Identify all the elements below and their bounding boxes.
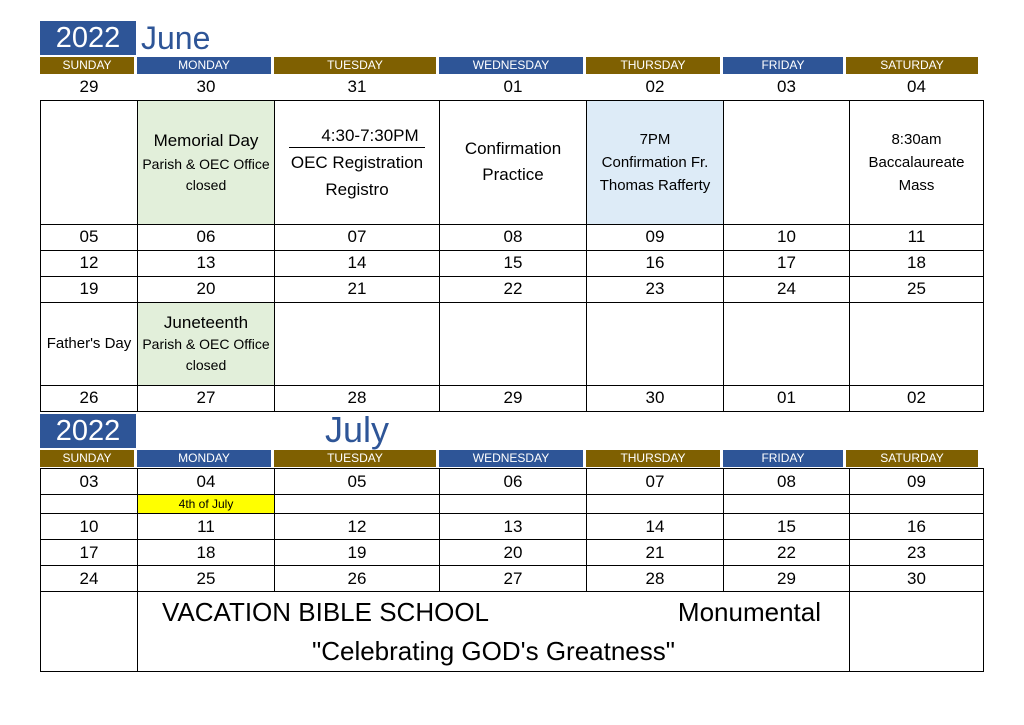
date-cell: 12: [41, 250, 138, 276]
date-cell: 26: [275, 566, 440, 592]
date-cell: 01: [440, 75, 587, 100]
date-cell: 27: [440, 566, 587, 592]
date-cell: 01: [724, 385, 850, 411]
date-cell: 03: [724, 75, 850, 100]
july-day-headers: [40, 450, 978, 467]
june-week4-dates: [41, 276, 984, 302]
july-month-title: July: [325, 409, 390, 450]
event-cell-empty: [275, 302, 440, 385]
date-cell: 04: [138, 469, 275, 495]
date-cell: 14: [587, 514, 724, 540]
date-cell: 30: [138, 75, 275, 100]
event-cell-empty: [724, 495, 850, 514]
june-header-saturday: SATURDAY: [846, 57, 978, 74]
date-cell: 09: [850, 469, 984, 495]
event-title: Thomas Rafferty: [599, 176, 711, 194]
june-header-monday: MONDAY: [137, 57, 271, 74]
date-cell: 30: [850, 566, 984, 592]
event-cell-empty: [724, 100, 850, 224]
vbs-theme: Monumental: [677, 596, 821, 627]
date-cell: 17: [724, 250, 850, 276]
date-cell: 29: [440, 385, 587, 411]
date-cell: 10: [41, 514, 138, 540]
date-cell: 19: [275, 540, 440, 566]
date-cell: 08: [724, 469, 850, 495]
june-month-title: June: [141, 20, 211, 56]
event-cell-empty: [587, 302, 724, 385]
event-title: OEC Registration: [290, 152, 424, 172]
date-cell: 05: [275, 469, 440, 495]
date-cell: 23: [587, 276, 724, 302]
june-header-sunday: SUNDAY: [40, 57, 134, 74]
date-cell: 22: [724, 540, 850, 566]
date-cell: 21: [587, 540, 724, 566]
event-title: Memorial Day: [153, 130, 259, 150]
confirmation-practice-event: [440, 100, 587, 224]
date-cell: 19: [41, 276, 138, 302]
july-header-saturday: SATURDAY: [846, 450, 978, 467]
event-cell-empty: [275, 495, 440, 514]
date-cell: 14: [275, 250, 440, 276]
date-cell: 07: [587, 469, 724, 495]
date-cell: 07: [275, 224, 440, 250]
june-day-headers: [40, 57, 978, 74]
event-cell-empty: [440, 495, 587, 514]
date-cell: 25: [850, 276, 984, 302]
july-week1-events: [41, 495, 984, 514]
event-cell-empty: [440, 302, 587, 385]
july-week1-dates: [41, 469, 984, 495]
june-header-tuesday: TUESDAY: [274, 57, 436, 74]
event-title-es: Registro: [325, 179, 389, 199]
june-week5-dates: [41, 385, 984, 411]
event-cell-empty: [850, 302, 984, 385]
date-cell: 08: [440, 224, 587, 250]
date-cell: 06: [440, 469, 587, 495]
date-cell: 18: [850, 250, 984, 276]
date-cell: 03: [41, 469, 138, 495]
date-cell: 02: [850, 385, 984, 411]
june-calendar-grid: [40, 75, 984, 412]
june-week2-dates: [41, 224, 984, 250]
event-title: Confirmation: [464, 139, 562, 158]
july-header-monday: MONDAY: [137, 450, 271, 467]
date-cell: 15: [724, 514, 850, 540]
event-cell-empty: [850, 592, 984, 672]
date-cell: 24: [41, 566, 138, 592]
event-title: Mass: [898, 176, 935, 194]
june-header-friday: FRIDAY: [723, 57, 843, 74]
july-header-friday: FRIDAY: [723, 450, 843, 467]
date-cell: 17: [41, 540, 138, 566]
date-cell: 30: [587, 385, 724, 411]
july-header-wednesday: WEDNESDAY: [439, 450, 583, 467]
event-cell-empty: [41, 592, 138, 672]
event-time: 7PM: [639, 130, 671, 148]
event-cell-empty: [41, 495, 138, 514]
date-cell: 26: [41, 385, 138, 411]
vacation-bible-school-event: [138, 592, 850, 672]
date-cell: 22: [440, 276, 587, 302]
date-cell: 11: [850, 224, 984, 250]
date-cell: 29: [41, 75, 138, 100]
event-time: 4:30-7:30PM: [289, 124, 424, 148]
fathers-day-event: Father's Day: [41, 302, 138, 385]
event-cell-empty: [41, 100, 138, 224]
july-calendar-grid: [40, 468, 984, 672]
date-cell: 12: [275, 514, 440, 540]
event-title: Confirmation Fr.: [601, 153, 709, 171]
june-header-thursday: THURSDAY: [586, 57, 720, 74]
date-cell: 11: [138, 514, 275, 540]
date-cell: 09: [587, 224, 724, 250]
date-cell: 16: [587, 250, 724, 276]
vbs-title: VACATION BIBLE SCHOOL: [162, 596, 490, 627]
july-week4-events: [41, 592, 984, 672]
memorial-day-event: [138, 100, 275, 224]
date-cell: 24: [724, 276, 850, 302]
event-title: Juneteenth: [163, 313, 249, 332]
event-cell-empty: [850, 495, 984, 514]
july-header-sunday: SUNDAY: [40, 450, 134, 467]
date-cell: 29: [724, 566, 850, 592]
july-week3-dates: [41, 540, 984, 566]
july-year-badge: 2022: [40, 414, 136, 448]
july-header-tuesday: TUESDAY: [274, 450, 436, 467]
date-cell: 18: [138, 540, 275, 566]
date-cell: 05: [41, 224, 138, 250]
date-cell: 25: [138, 566, 275, 592]
vbs-subtitle: "Celebrating GOD's Greatness": [311, 635, 675, 666]
date-cell: 23: [850, 540, 984, 566]
event-title: Practice: [482, 165, 544, 184]
date-cell: 21: [275, 276, 440, 302]
june-header-wednesday: WEDNESDAY: [439, 57, 583, 74]
july-week4-dates: [41, 566, 984, 592]
date-cell: 16: [850, 514, 984, 540]
date-cell: 20: [440, 540, 587, 566]
june-year-badge: 2022: [40, 21, 136, 55]
july-week2-dates: [41, 514, 984, 540]
june-week3-dates: [41, 250, 984, 276]
fourth-of-july-event: 4th of July: [138, 495, 275, 514]
date-cell: 31: [275, 75, 440, 100]
juneteenth-event: [138, 302, 275, 385]
event-cell-empty: [724, 302, 850, 385]
event-time: 8:30am: [891, 130, 942, 148]
date-cell: 13: [138, 250, 275, 276]
event-cell-empty: [587, 495, 724, 514]
event-subtitle: Parish & OEC Office closed: [142, 155, 270, 193]
date-cell: 28: [275, 385, 440, 411]
event-title: Baccalaureate: [868, 153, 965, 171]
confirmation-event: [587, 100, 724, 224]
event-subtitle: Parish & OEC Office closed: [142, 336, 270, 373]
june-week1-events: [41, 100, 984, 224]
june-week1-dates: [41, 75, 984, 100]
date-cell: 27: [138, 385, 275, 411]
date-cell: 04: [850, 75, 984, 100]
july-header-thursday: THURSDAY: [586, 450, 720, 467]
june-week4-events: [41, 302, 984, 385]
date-cell: 15: [440, 250, 587, 276]
date-cell: 20: [138, 276, 275, 302]
date-cell: 06: [138, 224, 275, 250]
oec-registration-event: [275, 100, 440, 224]
date-cell: 28: [587, 566, 724, 592]
date-cell: 10: [724, 224, 850, 250]
date-cell: 02: [587, 75, 724, 100]
date-cell: 13: [440, 514, 587, 540]
baccalaureate-mass-event: [850, 100, 984, 224]
